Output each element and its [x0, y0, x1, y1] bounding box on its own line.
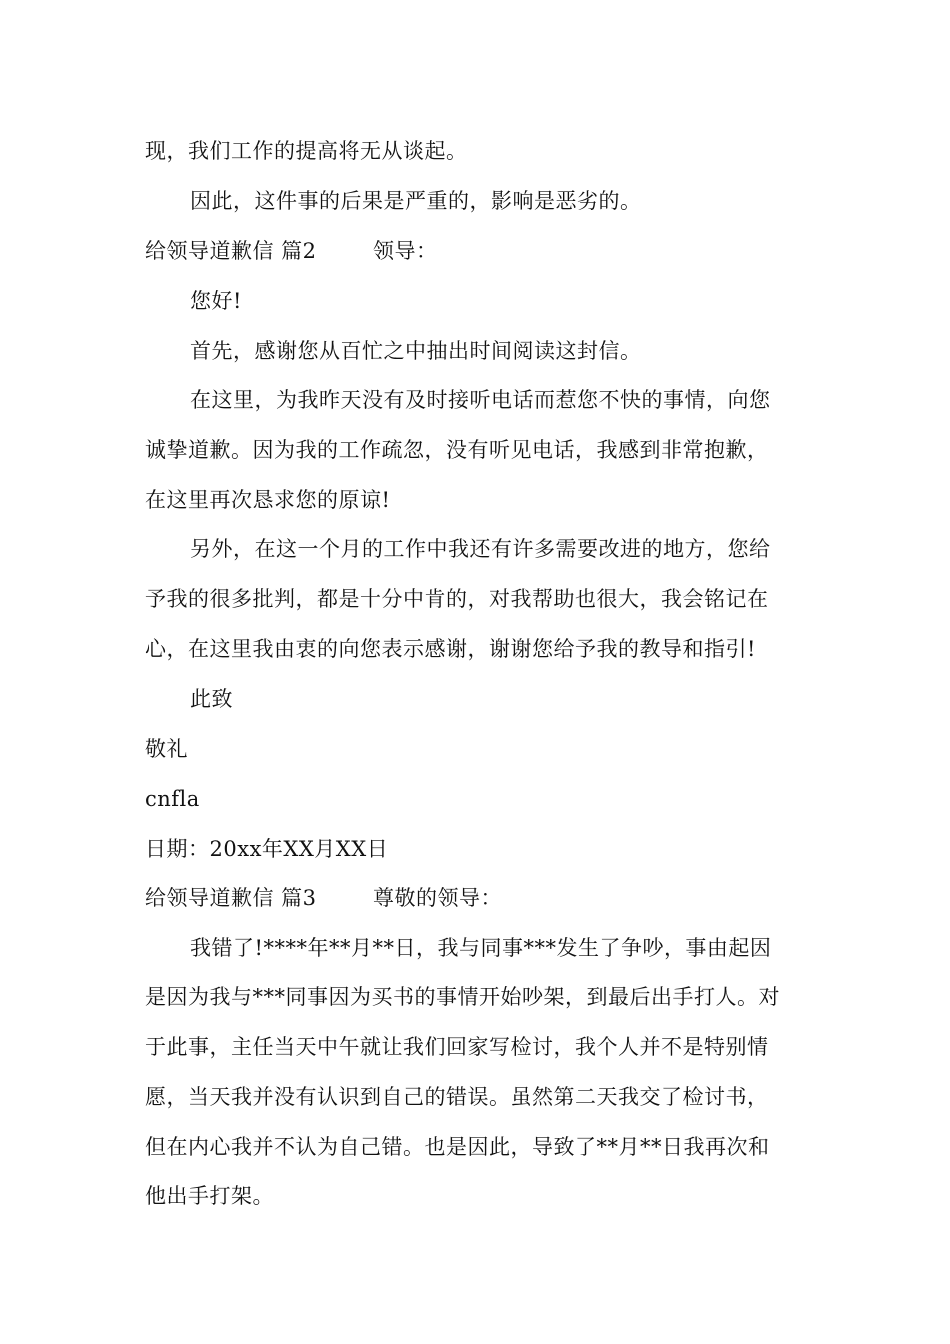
section-heading-2 [145, 236, 845, 266]
section-title: 给领导道歉信 篇3 [145, 886, 317, 910]
paragraph-line: 心，在这里我由衷的向您表示感谢，谢谢您给予我的教导和指引! [145, 637, 756, 661]
date-line: 日期：20xx年XX月XX日 [145, 837, 389, 861]
paragraph-line: 予我的很多批判，都是十分中肯的，对我帮助也很大，我会铭记在 [145, 587, 769, 611]
paragraph-line: 因此，这件事的后果是严重的，影响是恶劣的。 [190, 189, 642, 213]
paragraph-line: 在这里，为我昨天没有及时接听电话而惹您不快的事情，向您 [190, 388, 771, 412]
paragraph-line: 是因为我与***同事因为买书的事情开始吵架，到最后出手打人。对 [145, 985, 780, 1009]
paragraph-line: 首先，感谢您从百忙之中抽出时间阅读这封信。 [190, 339, 642, 363]
salutation: 尊敬的领导： [373, 886, 502, 910]
closing: 此致 [190, 687, 233, 711]
paragraph-line: 于此事，主任当天中午就让我们回家写检讨，我个人并不是特别情 [145, 1035, 769, 1059]
paragraph-line: 愿，当天我并没有认识到自己的错误。虽然第二天我交了检讨书， [145, 1085, 769, 1109]
paragraph-line: 另外，在这一个月的工作中我还有许多需要改进的地方，您给 [190, 537, 771, 561]
paragraph-line: 我错了!****年**月**日，我与同事***发生了争吵，事由起因 [190, 936, 772, 960]
closing-regards: 敬礼 [145, 737, 188, 761]
section-title: 给领导道歉信 篇2 [145, 239, 317, 263]
section-heading-3 [145, 883, 845, 913]
greeting: 您好! [190, 289, 242, 313]
signature: cnfla [145, 787, 200, 811]
salutation: 领导： [373, 239, 438, 263]
paragraph-line: 但在内心我并不认为自己错。也是因此，导致了**月**日我再次和 [145, 1135, 770, 1159]
paragraph-line: 现，我们工作的提高将无从谈起。 [145, 139, 468, 163]
paragraph-line: 在这里再次恳求您的原谅! [145, 488, 391, 512]
paragraph-line: 诚挚道歉。因为我的工作疏忽，没有听见电话，我感到非常抱歉， [145, 438, 769, 462]
paragraph-line: 他出手打架。 [145, 1184, 274, 1208]
